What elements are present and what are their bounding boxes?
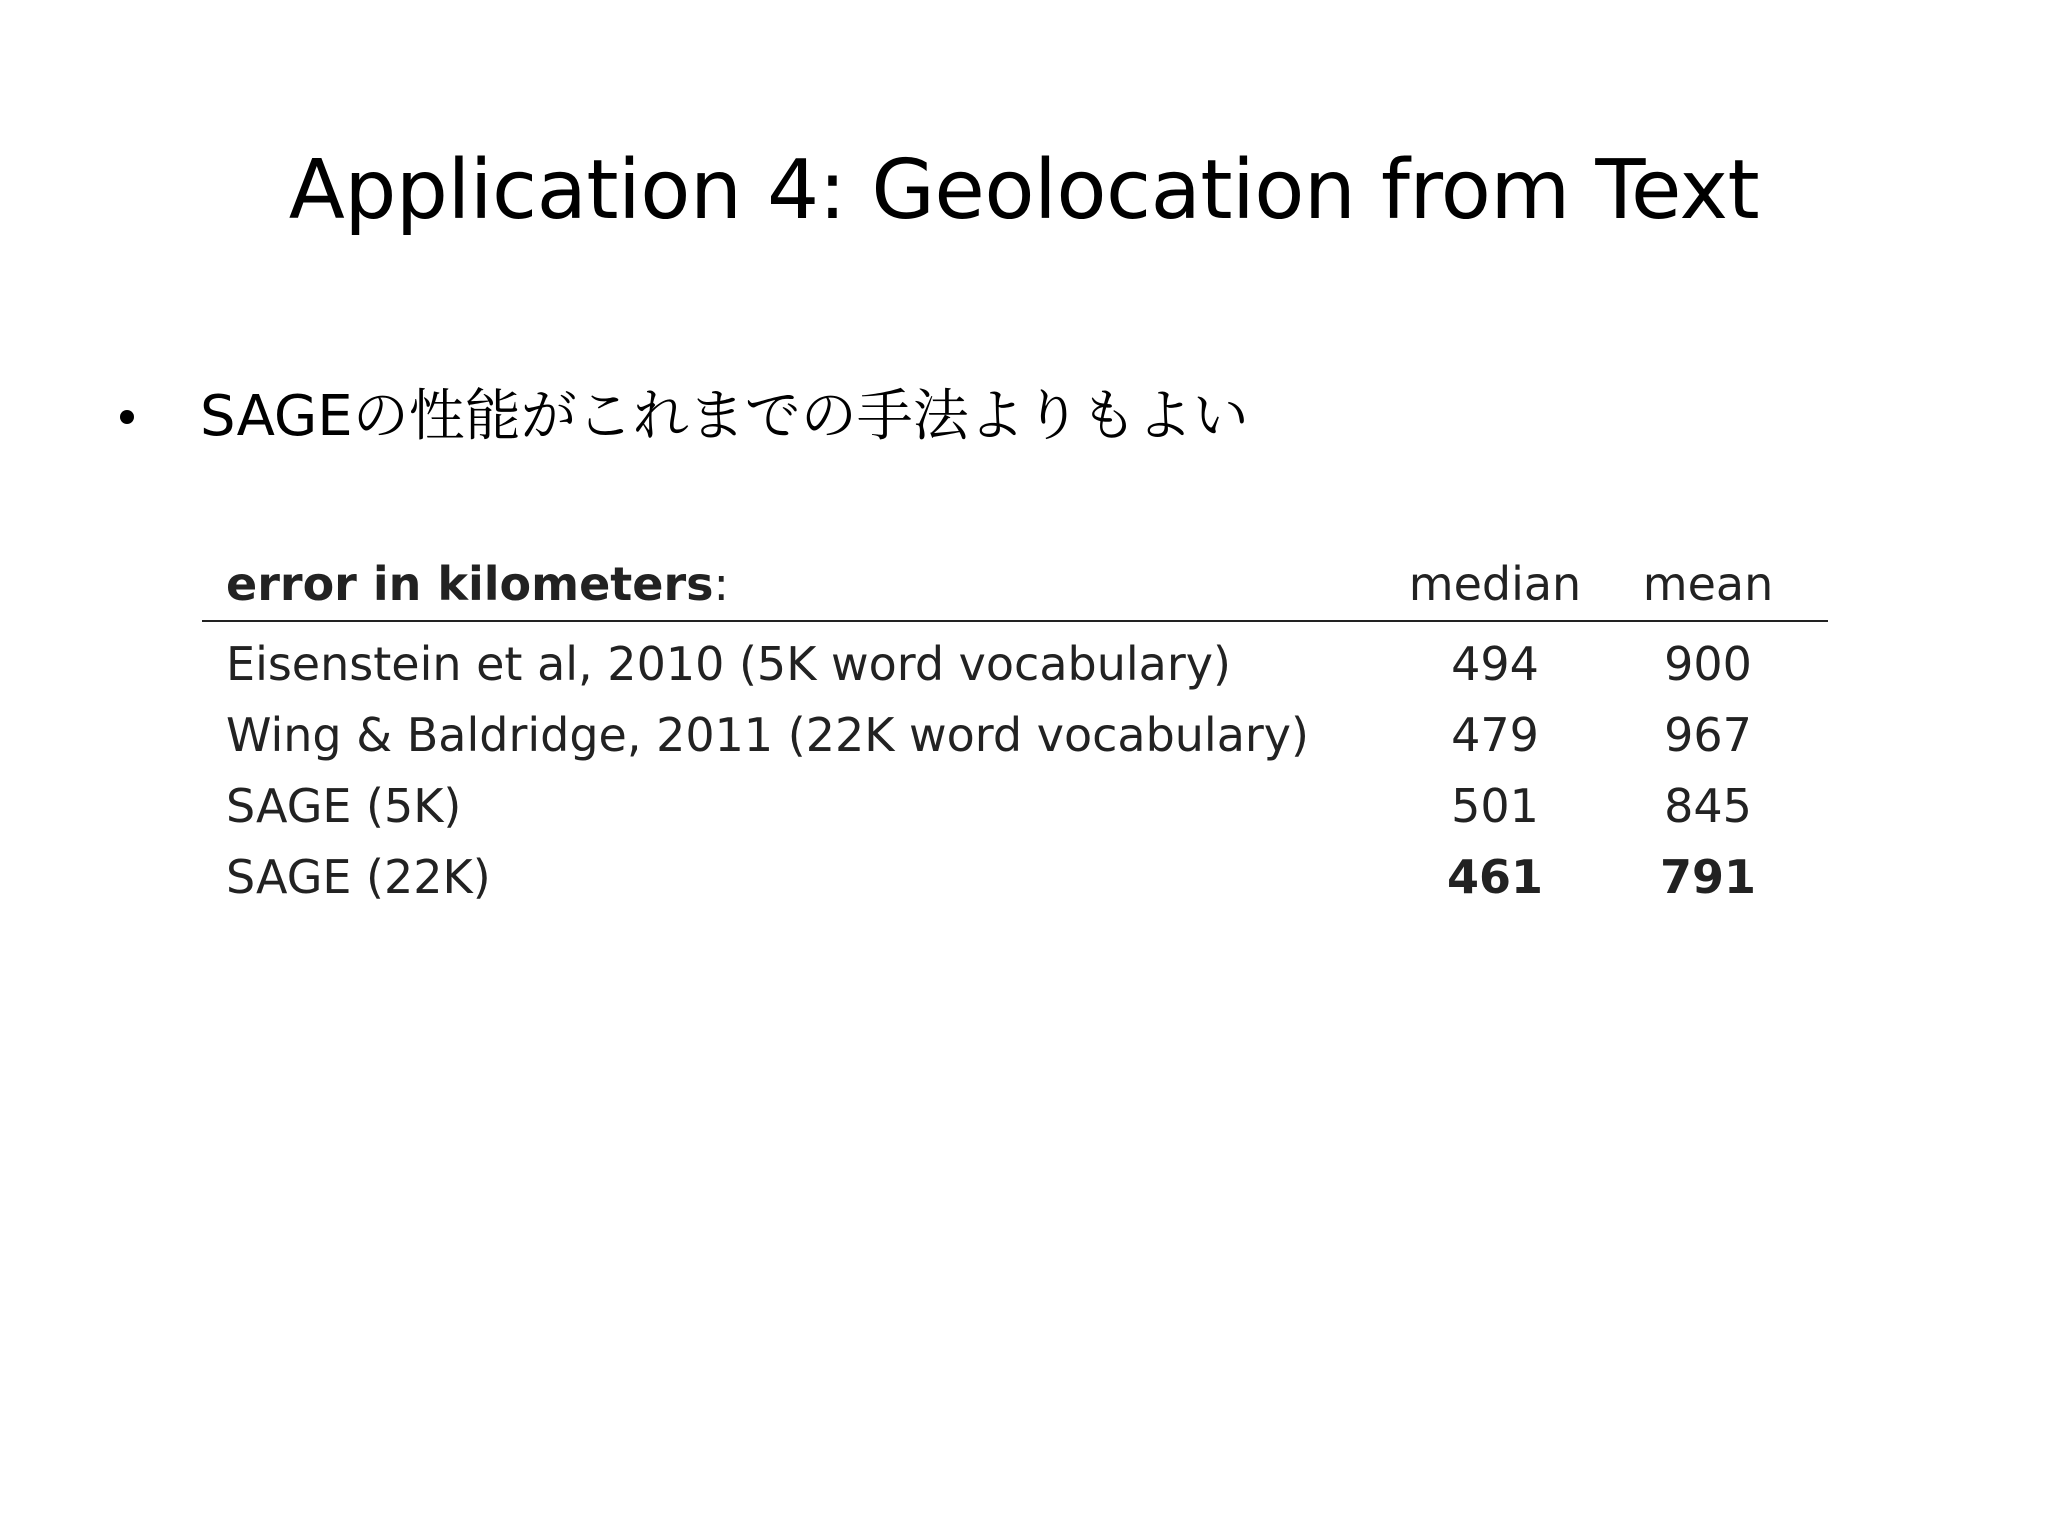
header-method-cell xyxy=(202,557,1388,611)
header-mean-label: mean xyxy=(1642,557,1774,611)
row-method: SAGE (22K) xyxy=(226,849,491,904)
table-body xyxy=(202,622,1828,912)
table-row xyxy=(202,841,1828,912)
row-median: 501 xyxy=(1451,778,1539,833)
header-method-label: error in kilometers xyxy=(226,557,714,611)
row-mean: 900 xyxy=(1664,636,1752,691)
bullet-dot-icon xyxy=(120,410,134,424)
table-row xyxy=(202,628,1828,699)
header-colon: : xyxy=(713,557,730,611)
row-mean: 845 xyxy=(1664,778,1752,833)
table-row xyxy=(202,699,1828,770)
row-mean-best: 791 xyxy=(1659,849,1757,904)
table-row xyxy=(202,770,1828,841)
row-median-best: 461 xyxy=(1446,849,1544,904)
row-mean: 967 xyxy=(1664,707,1752,762)
table-header-row xyxy=(202,548,1828,622)
row-method: Wing & Baldridge, 2011 (22K word vocabulary) xyxy=(226,707,1309,762)
row-method: SAGE (5K) xyxy=(226,778,462,833)
bullet-item xyxy=(120,372,1249,462)
row-method: Eisenstein et al, 2010 (5K word vocabulary) xyxy=(226,636,1231,691)
slide-title: Application 4: Geolocation from Text xyxy=(288,143,1760,238)
results-table xyxy=(202,548,1828,912)
row-median: 494 xyxy=(1451,636,1539,691)
bullet-text: SAGEの性能がこれまでの手法よりもよい xyxy=(200,384,1249,449)
row-median: 479 xyxy=(1451,707,1539,762)
header-median-label: median xyxy=(1408,557,1582,611)
